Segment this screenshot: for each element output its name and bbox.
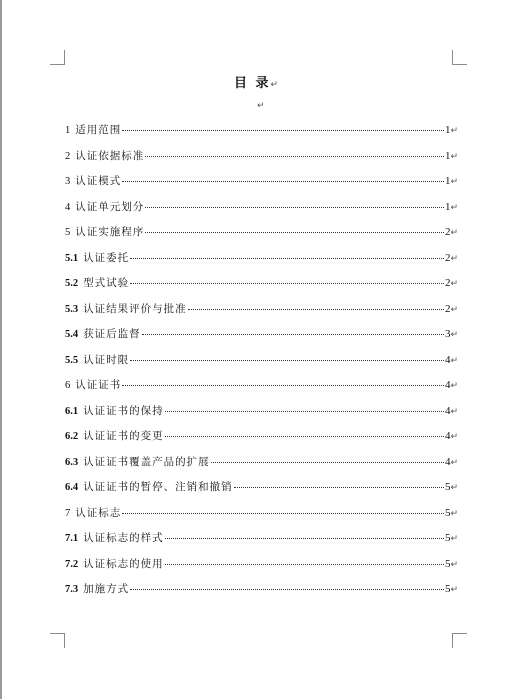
toc-leader-dots [165, 538, 444, 539]
toc-entry[interactable] [65, 530, 458, 556]
paragraph-mark: ↵ [450, 585, 458, 595]
toc-entry[interactable] [65, 556, 458, 582]
paragraph-mark: ↵ [270, 80, 279, 90]
toc-entry-title: 认证实施程序 [75, 226, 145, 238]
toc-entry-number: 7 [65, 507, 71, 519]
toc-entry[interactable] [65, 505, 458, 531]
toc-entry-number: 1 [65, 125, 71, 136]
toc-entry-title: 加施方式 [83, 583, 130, 595]
toc-entry-page: 1 [444, 149, 451, 162]
toc-leader-dots [122, 513, 444, 514]
crop-mark-top-left [50, 50, 65, 65]
page-left-edge [0, 0, 2, 699]
toc-entry-title: 认证模式 [75, 175, 122, 187]
toc-entry-number: 3 [65, 176, 71, 187]
toc-entry-page: 4 [444, 455, 451, 468]
toc-title-text: 目 录 [233, 76, 271, 91]
toc-entry-number: 5.1 [65, 252, 79, 264]
toc-entry-page: 5 [444, 481, 451, 493]
toc-entry-title: 认证证书覆盖产品的扩展 [83, 455, 210, 468]
toc-leader-dots [122, 181, 444, 182]
toc-leader-dots [145, 156, 444, 157]
toc-entry-page: 2 [444, 277, 451, 289]
toc-entry-number: 2 [65, 150, 71, 162]
crop-mark-bottom-right [452, 633, 467, 648]
toc-entry-title: 认证委托 [83, 251, 130, 264]
paragraph-mark: ↵ [450, 406, 458, 417]
toc-entry-number: 7.2 [65, 558, 79, 570]
toc-leader-dots [165, 436, 444, 437]
toc-entry[interactable] [65, 250, 458, 276]
toc-entry-title: 认证标志的样式 [83, 532, 164, 544]
toc-entry-number: 7.1 [65, 533, 79, 544]
toc-leader-dots [130, 589, 444, 590]
toc-leader-dots [165, 411, 444, 412]
toc-entry-number: 6.3 [65, 456, 79, 468]
table-of-contents [65, 122, 458, 607]
toc-entry-title: 认证单元划分 [75, 200, 145, 213]
paragraph-mark: ↵ [450, 381, 458, 391]
toc-entry-page: 1 [444, 175, 451, 187]
toc-leader-dots [122, 385, 444, 386]
toc-entry-page: 1 [444, 124, 451, 136]
toc-entry-title: 认证证书 [75, 379, 122, 391]
toc-entry-page: 2 [444, 302, 451, 315]
toc-entry[interactable] [65, 428, 458, 454]
toc-entry-number: 7.3 [65, 584, 79, 595]
toc-entry-number: 6.1 [65, 405, 79, 417]
crop-mark-bottom-left [50, 633, 65, 648]
toc-entry-title: 认证标志 [75, 506, 122, 519]
paragraph-mark: ↵ [450, 432, 458, 442]
toc-entry-page: 5 [444, 583, 451, 595]
toc-leader-dots [188, 309, 444, 310]
paragraph-mark: ↵ [450, 330, 458, 340]
paragraph-mark: ↵ [450, 253, 458, 264]
toc-entry-number: 5.3 [65, 303, 79, 315]
toc-entry[interactable] [65, 581, 458, 607]
toc-leader-dots [122, 130, 444, 131]
paragraph-mark: ↵ [450, 534, 458, 544]
paragraph-mark: ↵ [450, 126, 458, 136]
toc-entry-page: 3 [444, 328, 451, 340]
toc-entry-number: 6 [65, 380, 71, 391]
toc-entry-page: 2 [444, 226, 451, 238]
toc-entry-title: 适用范围 [75, 124, 122, 136]
toc-entry-number: 6.4 [65, 482, 79, 493]
toc-entry-page: 4 [444, 353, 451, 366]
paragraph-mark: ↵ [450, 483, 458, 493]
paragraph-mark: ↵ [450, 508, 458, 519]
toc-entry-page: 4 [444, 430, 451, 442]
toc-leader-dots [145, 232, 444, 233]
toc-entry[interactable] [65, 326, 458, 352]
toc-leader-dots [145, 207, 444, 208]
toc-leader-dots [130, 360, 444, 361]
toc-entry[interactable] [65, 454, 458, 480]
toc-leader-dots [142, 334, 444, 335]
toc-entry-number: 6.2 [65, 431, 79, 442]
paragraph-mark: ↵ [450, 559, 458, 570]
toc-entry-page: 1 [444, 200, 451, 213]
toc-entry-page: 4 [444, 379, 451, 391]
toc-entry-number: 5.2 [65, 278, 79, 289]
toc-leader-dots [130, 258, 444, 259]
toc-entry[interactable] [65, 122, 458, 148]
toc-entry-title: 获证后监督 [83, 328, 141, 340]
toc-leader-dots [234, 487, 444, 488]
toc-entry-page: 5 [444, 557, 451, 570]
toc-entry-title: 型式试验 [83, 277, 130, 289]
toc-entry-title: 认证证书的变更 [83, 430, 164, 442]
toc-entry-page: 5 [444, 506, 451, 519]
paragraph-mark: ↵ [450, 228, 458, 238]
toc-entry-page: 5 [444, 532, 451, 544]
toc-entry-title: 认证证书的保持 [83, 404, 164, 417]
toc-entry-number: 4 [65, 201, 71, 213]
toc-entry-number: 5 [65, 227, 71, 238]
paragraph-mark: ↵ [450, 151, 458, 162]
toc-entry-title: 认证结果评价与批准 [83, 302, 187, 315]
toc-entry-number: 5.5 [65, 354, 79, 366]
toc-entry[interactable] [65, 148, 458, 174]
paragraph-mark: ↵ [450, 457, 458, 468]
toc-entry-title: 认证标志的使用 [83, 557, 164, 570]
paragraph-mark: ↵ [450, 355, 458, 366]
toc-entry-number: 5.4 [65, 329, 79, 340]
paragraph-mark: ↵ [450, 177, 458, 187]
toc-entry[interactable] [65, 275, 458, 301]
toc-entry[interactable] [65, 199, 458, 225]
toc-leader-dots [130, 283, 444, 284]
crop-mark-top-right [452, 50, 467, 65]
toc-leader-dots [211, 462, 444, 463]
toc-entry-title: 认证依据标准 [75, 149, 145, 162]
toc-entry[interactable] [65, 352, 458, 378]
paragraph-mark: ↵ [450, 279, 458, 289]
toc-entry[interactable] [65, 403, 458, 429]
toc-entry-page: 2 [444, 251, 451, 264]
toc-entry-title: 认证证书的暂停、注销和撤销 [83, 481, 233, 493]
paragraph-mark: ↵ [257, 101, 265, 111]
paragraph-mark: ↵ [450, 304, 458, 315]
toc-entry[interactable] [65, 301, 458, 327]
toc-entry[interactable] [65, 479, 458, 505]
toc-entry[interactable] [65, 173, 458, 199]
toc-leader-dots [165, 564, 444, 565]
toc-entry-title: 认证时限 [83, 353, 130, 366]
toc-entry[interactable] [65, 377, 458, 403]
paragraph-mark: ↵ [450, 202, 458, 213]
toc-entry-page: 4 [444, 404, 451, 417]
toc-title [0, 72, 512, 91]
toc-entry[interactable] [65, 224, 458, 250]
